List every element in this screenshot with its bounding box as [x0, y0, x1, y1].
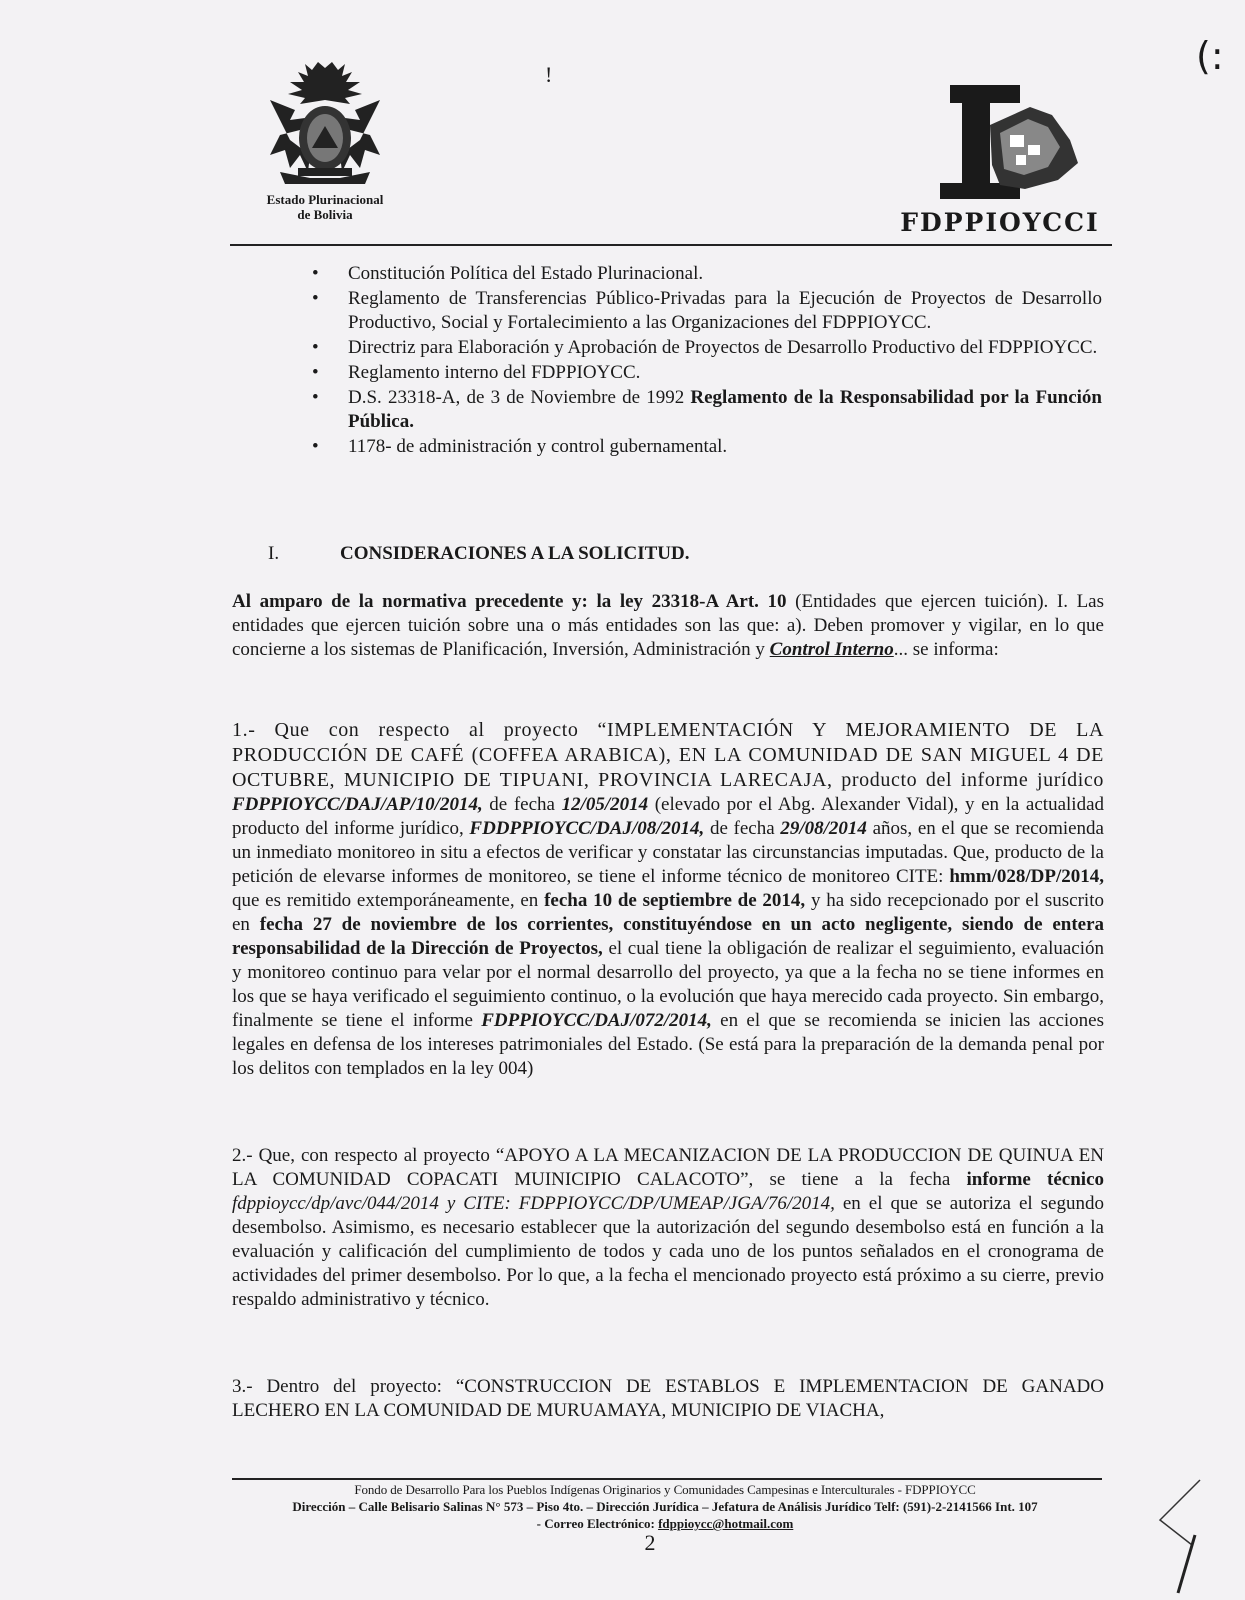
section-number: I.	[268, 543, 280, 564]
list-item	[312, 386, 1102, 434]
footer-email[interactable]: fdppioycc@hotmail.com	[658, 1516, 794, 1531]
p1-fecha27: fecha 27 de noviembre de los corrientes, constituyéndose en un acto negligente, siendo de entera responsabilidad de la Dirección de Proyectos,	[232, 914, 1105, 959]
p1-ref1: FDPPIOYCC/DAJ/AP/10/2014,	[232, 794, 483, 815]
list-item	[312, 287, 1102, 335]
p1-text-b: de fecha	[482, 794, 562, 815]
p1-ref3: FDPPIOYCC/DAJ/072/2014,	[481, 1010, 712, 1031]
intro-emphasis: Control Interno	[769, 639, 894, 660]
corner-mark-icon	[1130, 1475, 1210, 1595]
list-item	[312, 361, 1102, 385]
p1-text-h: el cual tiene la obligación de realizar el seguimiento, evaluación y monitoreo continuo para velar por el normal desarrollo del proyecto, ya que a la fecha no se tiene informes en los que se haya verificado el seguimiento continuo, o la evolución que haya merecido cada proyecto. Sin embargo, finalmente se tiene el informe	[232, 938, 1105, 1031]
stray-mark: !	[545, 62, 553, 87]
list-item	[312, 435, 1102, 459]
list-item-text: Reglamento de Transferencias Público-Privadas para la Ejecución de Proyectos de Desarrollo Productivo, Social y Fortalecimiento a las Organizaciones del FDPPIOYCC.	[348, 288, 1102, 333]
list-item-text: D.S. 23318-A, de 3 de Noviembre de 1992	[348, 387, 691, 408]
coat-of-arms-icon	[250, 60, 400, 190]
logo-text: FDPPIOYCCI	[900, 208, 1100, 237]
p1-text-c: (elevado por el Abg. Alexander Vidal), y en la actualidad producto del informe jurídico,	[232, 794, 1105, 839]
p1-date2: 29/08/2014	[780, 818, 867, 839]
list-item-text: Reglamento interno del FDPPIOYCC.	[348, 362, 641, 383]
p2-text-b: en el que se autoriza el segundo desembolso. Asimismo, es necesario establecer que la autorización del segundo desembolso está en función a la evaluación y calificación del cumplimiento de todos y cada uno de los puntos señalados en el cronograma de actividades del primer desembolso. Por lo que, a la fecha el mencionado proyecto está próximo a su cierre, previo respaldo administrativo y técnico.	[232, 1193, 1104, 1310]
p1-text-a: 1.- Que con respecto al proyecto “IMPLEMENTACIÓN Y MEJORAMIENTO DE LA PRODUCCIÓN DE CAFÉ (COFFEA ARABICA), EN LA COMUNIDAD DE SAN MIGUEL 4 DE OCTUBRE, MUNICIPIO DE TIPUANI, PROVINCIA LARECAJA, producto del informe jurídico	[232, 719, 1104, 791]
footer-divider	[232, 1478, 1102, 1480]
coat-caption-line1: Estado Plurinacional	[266, 192, 384, 207]
page-number: 2	[644, 1530, 656, 1555]
coat-caption-line2: de Bolivia	[297, 207, 353, 222]
p1-text-i: en el que se recomienda se inicien las acciones legales en defensa de los intereses patrimoniales del Estado. (Se está para la preparación de la demanda penal por los delitos con templados en la ley 004)	[232, 1010, 1104, 1079]
intro-text: (Entidades que ejercen tuición). I. Las entidades que ejercen tuición sobre una o más entidades son las que: a). Deben promover y vigilar, en lo que concierne a los sistemas de Planificación, Inversión, Administración y	[232, 591, 1104, 660]
corner-bracket-icon: (:	[1196, 34, 1224, 78]
list-item-text: Constitución Política del Estado Plurinacional.	[348, 263, 704, 284]
list-item-text: 1178- de administración y control gubernamental.	[348, 436, 728, 457]
legal-basis-list	[312, 262, 1102, 460]
list-item	[312, 262, 1102, 286]
list-item	[312, 336, 1102, 360]
footer-email-label: - Correo Electrónico:	[536, 1516, 659, 1531]
p2-bold: informe técnico	[966, 1169, 1104, 1190]
section-title: CONSIDERACIONES A LA SOLICITUD.	[340, 543, 690, 564]
list-item-text: Directriz para Elaboración y Aprobación de Proyectos de Desarrollo Productivo del FDPPIOYCC.	[348, 337, 1098, 358]
p2-text-a: 2.- Que, con respecto al proyecto “APOYO A LA MECANIZACION DE LA PRODUCCION DE QUINUA EN LA COMUNIDAD COPACATI MUINICIPIO CALACOTO”, se tiene a la fecha	[232, 1145, 1104, 1190]
coat-caption	[230, 192, 420, 222]
intro-bold: Al amparo de la normativa precedente y: la ley 23318-A Art. 10	[232, 591, 787, 612]
section-heading	[268, 543, 1068, 565]
p2-italic: fdppioycc/dp/avc/044/2014 y CITE: FDPPIOYCC/DP/UMEAP/JGA/76/2014,	[232, 1193, 835, 1214]
p1-cite: hmm/028/DP/2014,	[949, 866, 1104, 887]
footer-line1: Fondo de Desarrollo Para los Pueblos Indígenas Originarios y Comunidades Campesinas e Interculturales - FDPPIOYCC	[354, 1482, 976, 1497]
p1-ref2: FDDPPIOYCC/DAJ/08/2014,	[469, 818, 705, 839]
list-item-bold-text: Reglamento de la Responsabilidad por la Función Pública.	[348, 387, 1102, 432]
p1-text-g: y ha sido recepcionado por el suscrito en	[232, 890, 1104, 935]
header-divider	[230, 244, 1112, 246]
p1-text-d: de fecha	[704, 818, 781, 839]
footer	[210, 1481, 1120, 1532]
p1-date1: 12/05/2014	[561, 794, 649, 815]
p1-text-f: que es remitido extemporáneamente, en	[232, 890, 545, 911]
fdppioycc-logo-icon	[940, 85, 1085, 203]
p1-text-e: años, en el que se recomienda un inmediato monitoreo in situ a efectos de verificar y constatar las circunstancias imputadas. Que, producto de la petición de elevarse informes de monitoreo, se tiene el informe técnico de monitoreo CITE:	[232, 818, 1104, 887]
footer-line2: Dirección – Calle Belisario Salinas N° 573 – Piso 4to. – Dirección Jurídica – Jefatura de Análisis Jurídico Telf: (591)-2-2141566 Int. 107	[292, 1499, 1038, 1514]
paragraph-3: 3.- Dentro del proyecto: “CONSTRUCCION DE ESTABLOS E IMPLEMENTACION DE GANADO LECHERO EN LA COMUNIDAD DE MURUAMAYA, MUNICIPIO DE VIACHA,	[232, 1376, 1104, 1421]
paragraph-1	[232, 718, 1104, 1081]
paragraph-2	[232, 1144, 1104, 1312]
intro-tail: ... se informa:	[893, 639, 999, 660]
p1-fecha10: fecha 10 de septiembre de 2014,	[544, 890, 806, 911]
intro-paragraph	[232, 590, 1104, 662]
